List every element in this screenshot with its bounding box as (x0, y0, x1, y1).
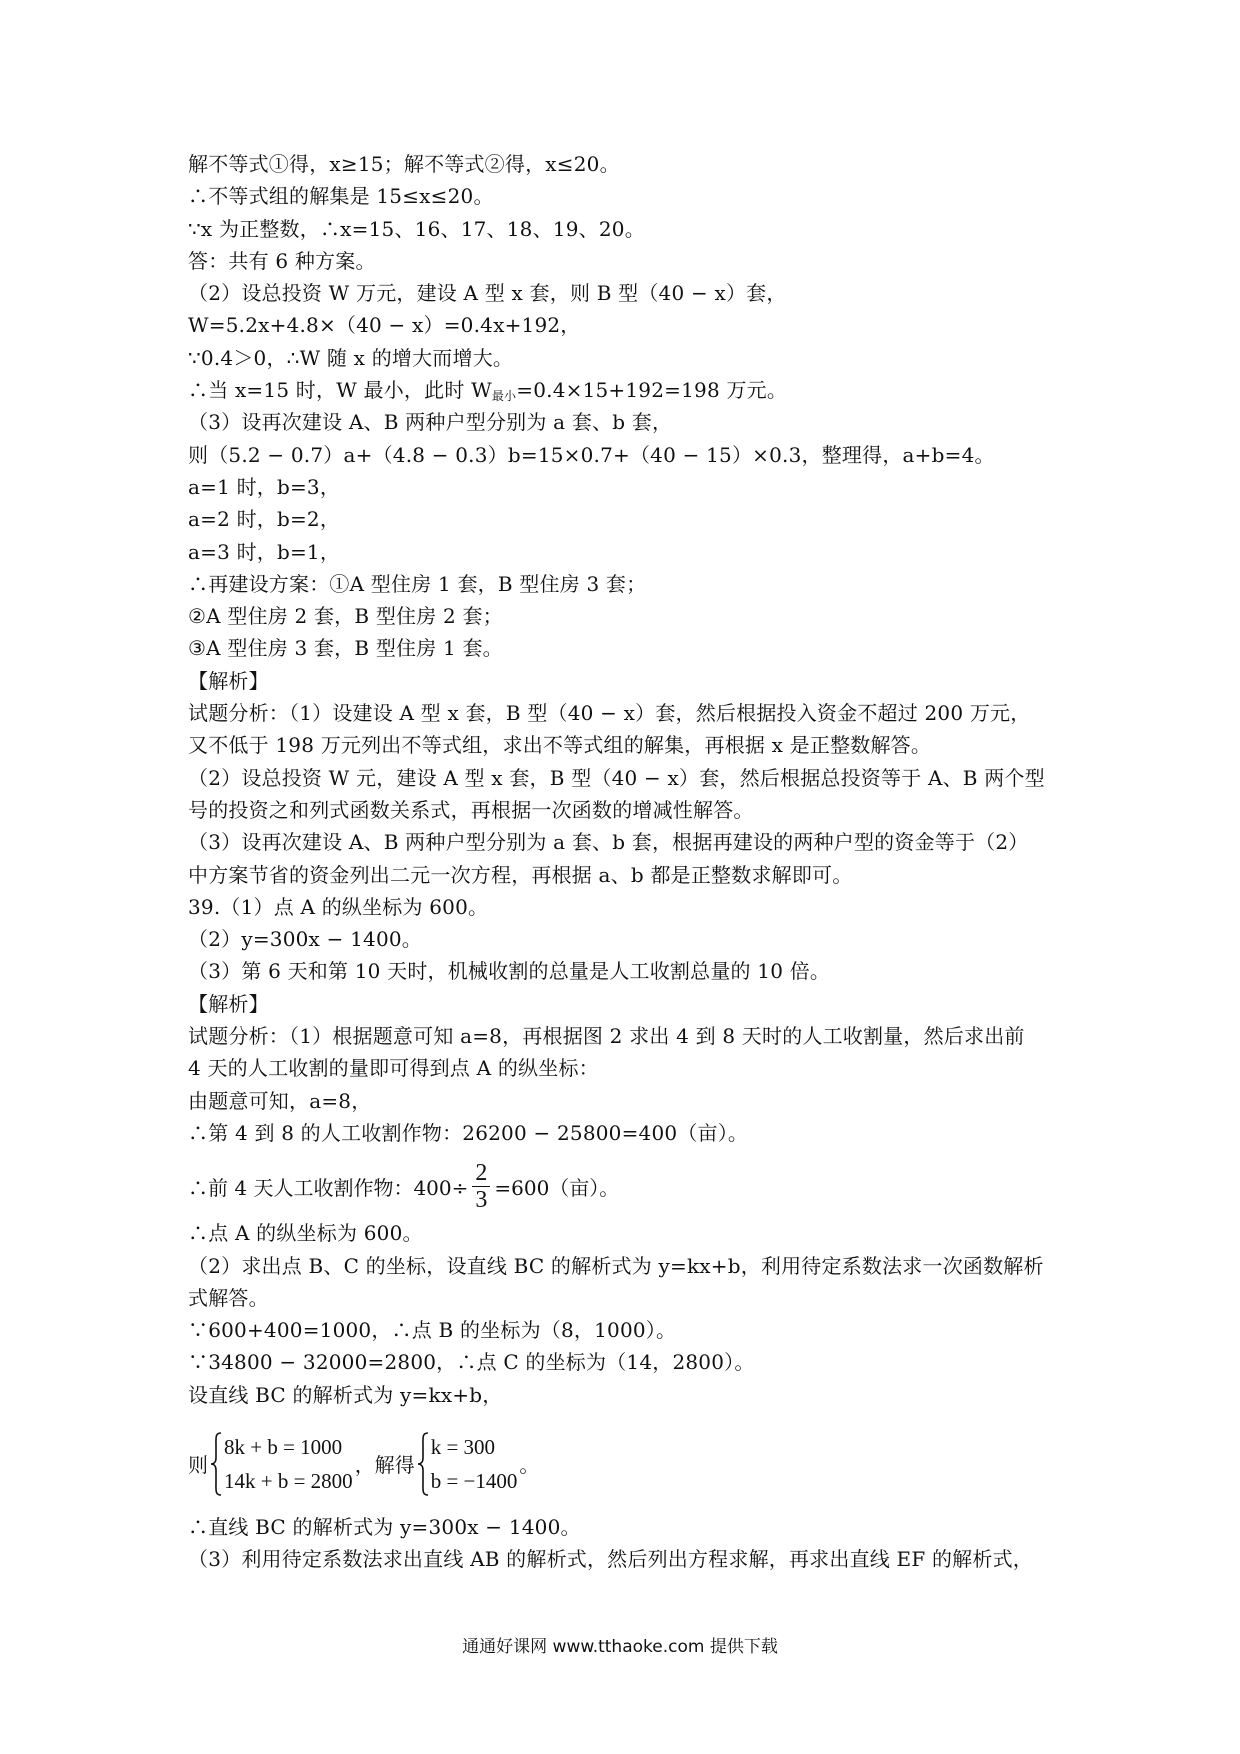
text-span: ∴前 4 天人工收割作物：400÷ (188, 1175, 469, 1200)
left-brace-icon (210, 1432, 222, 1496)
text-line: 又不低于 198 万元列出不等式组，求出不等式组的解集，再根据 x 是正整数解答。 (188, 733, 932, 758)
text-line: a=2 时，b=2， (188, 507, 341, 532)
text-span: 。 (519, 1453, 540, 1478)
left-brace-icon (417, 1432, 429, 1496)
text-line: 则（5.2 − 0.7）a+（4.8 − 0.3）b=15×0.7+（40 − 15）×0.3，整理得，a+b=4。 (188, 442, 995, 467)
text-line: 由题意可知，a=8， (188, 1088, 372, 1113)
text-line: 号的投资之和列式函数关系式，再根据一次函数的增减性解答。 (188, 797, 754, 822)
text-line: （2）设总投资 W 元，建设 A 型 x 套，B 型（40 − x）套，然后根据总投资等于 A、B 两个型 (188, 765, 1045, 790)
text-line: （3）利用待定系数法求出直线 AB 的解析式，然后列出方程求解，再求出直线 EF 的解析式， (188, 1547, 1033, 1572)
fraction-numerator: 2 (472, 1160, 490, 1187)
text-line: ∴直线 BC 的解析式为 y=300x − 1400。 (188, 1514, 581, 1539)
text-line: 【解析】 (188, 991, 269, 1016)
solution-part-2 (188, 406, 1088, 1149)
text-line: ∵600+400=1000，∴点 B 的坐标为（8，1000）。 (188, 1318, 677, 1343)
text-span: =0.4×15+192=198 万元。 (516, 378, 788, 403)
text-span: =600（亩）。 (494, 1175, 620, 1200)
text-line: 【解析】 (188, 668, 269, 693)
text-line: ∴第 4 到 8 的人工收割作物：26200 − 25800=400（亩）。 (188, 1120, 749, 1145)
text-line: ②A 型住房 2 套，B 型住房 2 套； (188, 604, 503, 629)
fraction-line (188, 1155, 1088, 1217)
fraction-two-thirds (472, 1160, 490, 1213)
text-line: ∵x 为正整数，∴x=15、16、17、18、19、20。 (188, 216, 645, 241)
equation-1: 8k + b = 1000 (224, 1434, 343, 1459)
text-line: 中方案节省的资金列出二元一次方程，再根据 a、b 都是正整数求解即可。 (188, 862, 853, 887)
text-line: （2）设总投资 W 万元，建设 A 型 x 套，则 B 型（40 − x）套， (188, 281, 787, 306)
solution-1: k = 300 (430, 1434, 496, 1459)
text-line: 设直线 BC 的解析式为 y=kx+b， (188, 1382, 503, 1407)
subscript-min: 最小 (491, 389, 517, 404)
text-line: ∴再建设方案：①A 型住房 1 套，B 型住房 3 套； (188, 571, 647, 596)
solution-system (417, 1432, 518, 1496)
text-span: ∴当 x=15 时，W 最小，此时 W (188, 378, 492, 403)
equation-system-line (188, 1425, 1088, 1503)
text-line: （3）设再次建设 A、B 两种户型分别为 a 套、b 套，根据再建设的两种户型的资金等于（2） (188, 830, 1029, 855)
page-footer: 通通好课网 www.tthaoke.com 提供下载 (462, 1637, 778, 1657)
text-line: ∵0.4＞0，∴W 随 x 的增大而增大。 (188, 345, 514, 370)
solution-part-4 (188, 1511, 1088, 1576)
text-line: W=5.2x+4.8×（40 − x）=0.4x+192， (188, 313, 581, 338)
text-line: 解不等式①得，x≥15；解不等式②得，x≤20。 (188, 152, 620, 176)
text-line: a=1 时，b=3， (188, 474, 341, 499)
solution-part-1 (188, 148, 1088, 374)
text-line: 试题分析：（1）根据题意可知 a=8，再根据图 2 求出 4 到 8 天时的人工收割量，然后求出前 (188, 1024, 1025, 1049)
text-line: ∴点 A 的纵坐标为 600。 (188, 1221, 423, 1246)
text-line: 答：共有 6 种方案。 (188, 248, 376, 273)
text-line: 试题分析：（1）设建设 A 型 x 套，B 型（40 − x）套，然后根据投入资金不超过 200 万元， (188, 701, 1031, 726)
text-line: 39.（1）点 A 的纵坐标为 600。 (188, 894, 489, 919)
text-span: 则 (188, 1453, 208, 1478)
text-line: 4 天的人工收割的量即可得到点 A 的纵坐标： (188, 1056, 599, 1081)
document-body (188, 148, 1088, 1576)
text-line: 式解答。 (188, 1285, 269, 1310)
text-line: ③A 型住房 3 套，B 型住房 1 套。 (188, 636, 503, 661)
text-line: （2）y=300x − 1400。 (188, 927, 423, 952)
text-line: ∴不等式组的解集是 15≤x≤20。 (188, 184, 494, 209)
text-line: （3）第 6 天和第 10 天时，机械收割的总量是人工收割总量的 10 倍。 (188, 959, 831, 984)
text-span: ，解得 (354, 1453, 415, 1478)
solution-part-3 (188, 1217, 1088, 1411)
minimum-w-line (188, 374, 1088, 406)
equation-2: 14k + b = 2800 (224, 1468, 353, 1493)
text-line: ∵34800 − 32000=2800，∴点 C 的坐标为（14，2800）。 (188, 1350, 755, 1375)
fraction-denominator: 3 (475, 1186, 488, 1213)
text-line: （2）求出点 B、C 的坐标，设直线 BC 的解析式为 y=kx+b，利用待定系数法求一次函数解析 (188, 1253, 1044, 1278)
solution-2: b = −1400 (430, 1468, 518, 1493)
text-line: （3）设再次建设 A、B 两种户型分别为 a 套、b 套， (188, 410, 673, 435)
equation-system (210, 1432, 353, 1496)
text-line: a=3 时，b=1， (188, 539, 341, 564)
